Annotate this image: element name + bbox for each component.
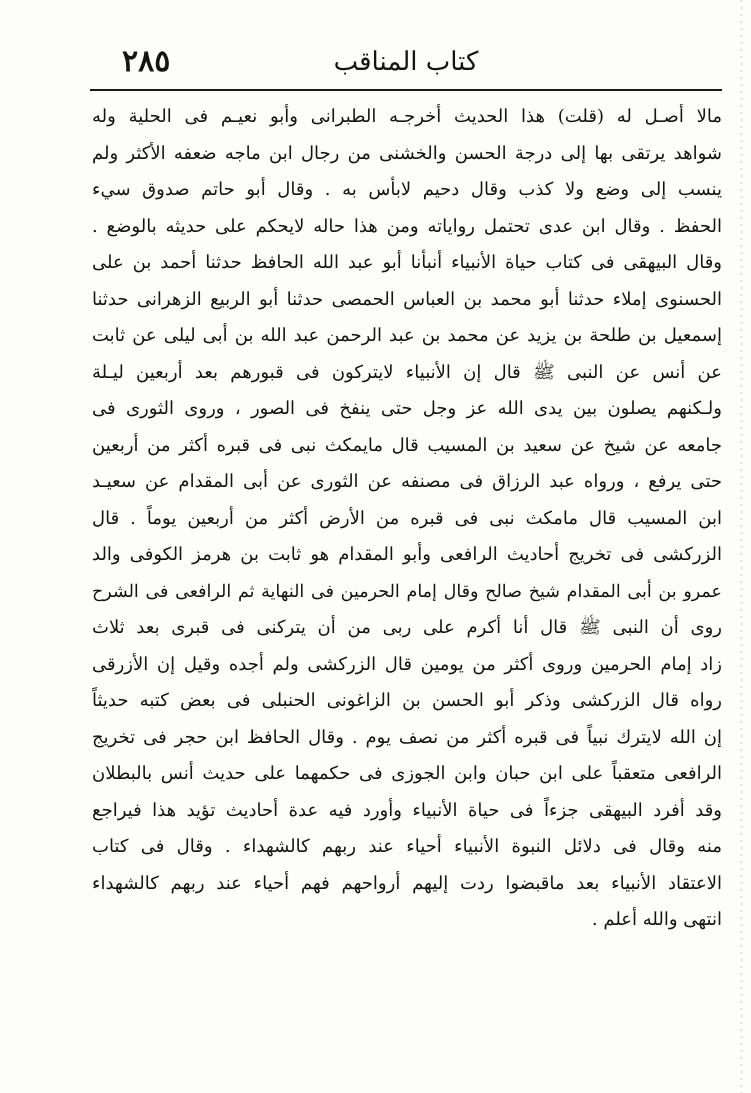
page-number: ٢٨٥: [122, 44, 171, 79]
text-line: الرافعى متعقباً على ابن حبان وابن الجوزى فى حكمهما على حديث أنس بالبطلان: [92, 763, 722, 784]
text-line: وقد أفرد البيهقى جزءاً فى حياة الأنبياء وأورد فيه عدة أحاديث تؤيد هذا فيراجع: [92, 799, 722, 821]
text-line: الحفظ . وقال ابن عدى تحتمل رواياته ومن هذا حاله لايحكم على حديثه بالوضع .: [92, 215, 722, 237]
text-line: مالا أصـل له (قلت) هذا الحديث أخرجـه الطبرانى وأبو نعيـم فى الحلية وله: [92, 106, 722, 127]
header-rule: [90, 89, 722, 91]
running-title: كتاب المناقب: [333, 47, 479, 77]
text-line: عن أنس عن النبى ﷺ قال إن الأنبياء لايتركون فى قبورهم بعد أربعين ليـلة: [92, 361, 722, 383]
text-line: جامعه عن شيخ عن سعيد بن المسيب قال مايمكث نبى فى قبره أكثر من أربعين: [92, 434, 722, 456]
text-line: الاعتقاد الأنبياء بعد ماقبضوا ردت إليهم أرواحهم فهم أحياء عند ربهم كالشهداء: [92, 872, 722, 894]
page-edge-mark: [740, 0, 743, 1093]
text-line: رواه قال الزركشى وذكر أبو الحسن بن الزاغونى الحنبلى فى بعض كتبه حديثاً: [92, 690, 722, 711]
text-line: وقال البيهقى فى كتاب حياة الأنبياء أنبأنا أبو عبد الله الحافظ حدثنا أحمد بن على: [92, 252, 722, 273]
text-line: حتى يرفع ، ورواه عبد الرزاق فى مصنفه عن الثورى عن أبى المقدام عن سعيـد: [92, 471, 722, 492]
text-line: ينسب إلى وضع ولا كذب وقال دحيم لابأس به . وقال أبو حاتم صدوق سيء: [92, 179, 722, 200]
text-line: منه وقال فى دلائل النبوة الأنبياء أحياء عند ربهم كالشهداء . وقال فى كتاب: [92, 836, 722, 857]
text-line: ابن المسيب قال مامكث نبى فى قبره من الأرض أكثر من أربعين يوماً . قال: [92, 507, 722, 529]
text-line: زاد إمام الحرمين وروى أكثر من يومين قال الزركشى ولم أجده وقيل إن الأزرقى: [92, 653, 722, 675]
text-line: ولـكنهم يصلون بين يدى الله عز وجل حتى ينفخ فى الصور ، وروى الثورى فى: [92, 398, 722, 419]
text-line: الزركشى فى تخريج أحاديث الرافعى وأبو المقدام هو ثابت بن هرمز الكوفى والد: [92, 544, 722, 565]
body-text: [92, 99, 722, 1039]
text-line: شواهد يرتقى بها إلى درجة الحسن والخشنى من رجال ابن ماجه ضعفه الأكثر ولم: [92, 142, 722, 164]
text-line-final: انتهى والله أعلم .: [591, 909, 722, 930]
page-header: [90, 40, 722, 90]
text-line: عمرو بن أبى المقدام شيخ صالح وقال إمام الحرمين فى النهاية ثم الرافعى فى الشرح: [92, 581, 722, 602]
text-line: إن الله لايترك نبياً فى قبره أكثر من نصف يوم . وقال الحافظ ابن حجر فى تخريج: [92, 726, 722, 748]
text-line: الحسنوى إملاء حدثنا أبو محمد بن العباس الحمصى حدثنا أبو الربيع الزهرانى حدثنا: [92, 288, 722, 310]
text-line: إسمعيل بن طلحة بن يزيد عن محمد بن عبد الرحمن عبد الله بن أبى ليلى عن ثابت: [92, 325, 722, 346]
text-line: روى أن النبى ﷺ قال أنا أكرم على ربى من أن يتركنى فى قبرى بعد ثلاث: [92, 617, 722, 638]
